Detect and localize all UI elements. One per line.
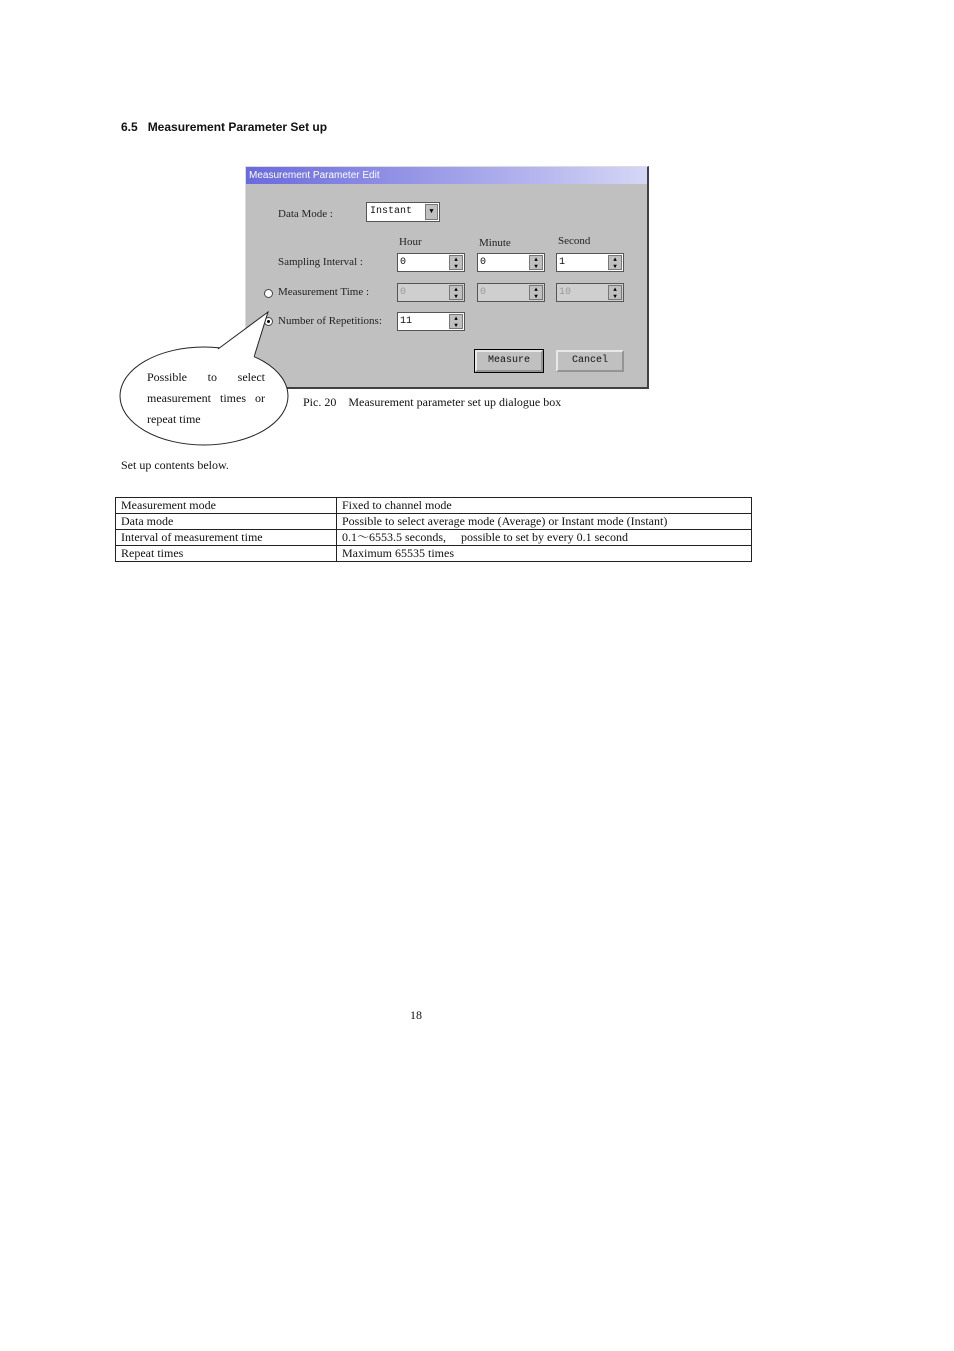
spin-arrows-icon[interactable]: ▲ ▼ xyxy=(608,255,622,270)
chevron-down-icon[interactable]: ▼ xyxy=(425,204,438,220)
spin-arrows-icon[interactable]: ▲ ▼ xyxy=(529,255,543,270)
repetitions-input[interactable] xyxy=(397,312,465,331)
spin-arrows-icon[interactable]: ▲ ▼ xyxy=(449,285,463,300)
measure-button[interactable]: Measure xyxy=(475,350,543,372)
section-title: Measurement Parameter Set up xyxy=(147,120,328,134)
section-heading xyxy=(121,120,327,134)
table-row xyxy=(116,514,752,530)
data-mode-value: Instant xyxy=(370,206,413,217)
table-cell: Repeat times xyxy=(116,546,337,562)
table-cell: Measurement mode xyxy=(116,498,337,514)
table-cell: Possible to select average mode (Average) or Instant mode (Instant) xyxy=(337,514,752,530)
page-number: 18 xyxy=(410,1008,422,1022)
sampling-second-input[interactable] xyxy=(556,253,624,272)
measurement-time-second-value: 10 xyxy=(559,287,572,298)
spin-arrows-icon[interactable]: ▲ ▼ xyxy=(529,285,543,300)
column-minute-label: Minute xyxy=(479,237,511,249)
figure-caption: Pic. 20 Measurement parameter set up dialogue box xyxy=(303,395,562,409)
spin-arrows-icon[interactable]: ▲ ▼ xyxy=(449,255,463,270)
measurement-time-radio[interactable] xyxy=(264,289,273,298)
spin-arrows-icon[interactable]: ▲ ▼ xyxy=(449,314,463,329)
measurement-time-hour-value: 0 xyxy=(400,287,407,298)
measurement-time-second-input[interactable] xyxy=(556,283,624,302)
repetitions-value: 11 xyxy=(400,316,413,327)
table-cell: Interval of measurement time xyxy=(116,530,337,546)
measurement-time-minute-input[interactable] xyxy=(477,283,545,302)
table-row xyxy=(116,530,752,546)
callout-text: Possible to select measurement times or repeat time xyxy=(147,370,265,426)
column-second-label: Second xyxy=(558,235,591,247)
repetitions-label: Number of Repetitions: xyxy=(278,315,382,327)
sampling-minute-input[interactable] xyxy=(477,253,545,272)
data-mode-select[interactable] xyxy=(366,202,440,222)
table-cell: 0.1〜6553.5 seconds, possible to set by every 0.1 second xyxy=(337,530,752,546)
sampling-second-value: 1 xyxy=(559,257,566,268)
column-hour-label: Hour xyxy=(399,236,422,248)
cancel-button[interactable]: Cancel xyxy=(556,350,624,372)
table-cell: Fixed to channel mode xyxy=(337,498,752,514)
intro-text: Set up contents below. xyxy=(121,458,229,472)
section-number: 6.5 xyxy=(121,120,138,134)
measurement-parameter-dialog xyxy=(245,166,649,389)
sampling-hour-value: 0 xyxy=(400,257,407,268)
table-row xyxy=(116,546,752,562)
measurement-time-label: Measurement Time : xyxy=(278,286,370,298)
sampling-minute-value: 0 xyxy=(480,257,487,268)
data-mode-label: Data Mode : xyxy=(278,208,333,220)
table-row xyxy=(116,498,752,514)
sampling-interval-label: Sampling Interval : xyxy=(278,256,363,268)
spin-arrows-icon[interactable]: ▲ ▼ xyxy=(608,285,622,300)
dialog-titlebar: Measurement Parameter Edit xyxy=(246,167,647,184)
table-cell: Data mode xyxy=(116,514,337,530)
measurement-time-hour-input[interactable] xyxy=(397,283,465,302)
table-cell: Maximum 65535 times xyxy=(337,546,752,562)
parameter-table xyxy=(115,497,752,562)
measurement-time-minute-value: 0 xyxy=(480,287,487,298)
sampling-hour-input[interactable] xyxy=(397,253,465,272)
